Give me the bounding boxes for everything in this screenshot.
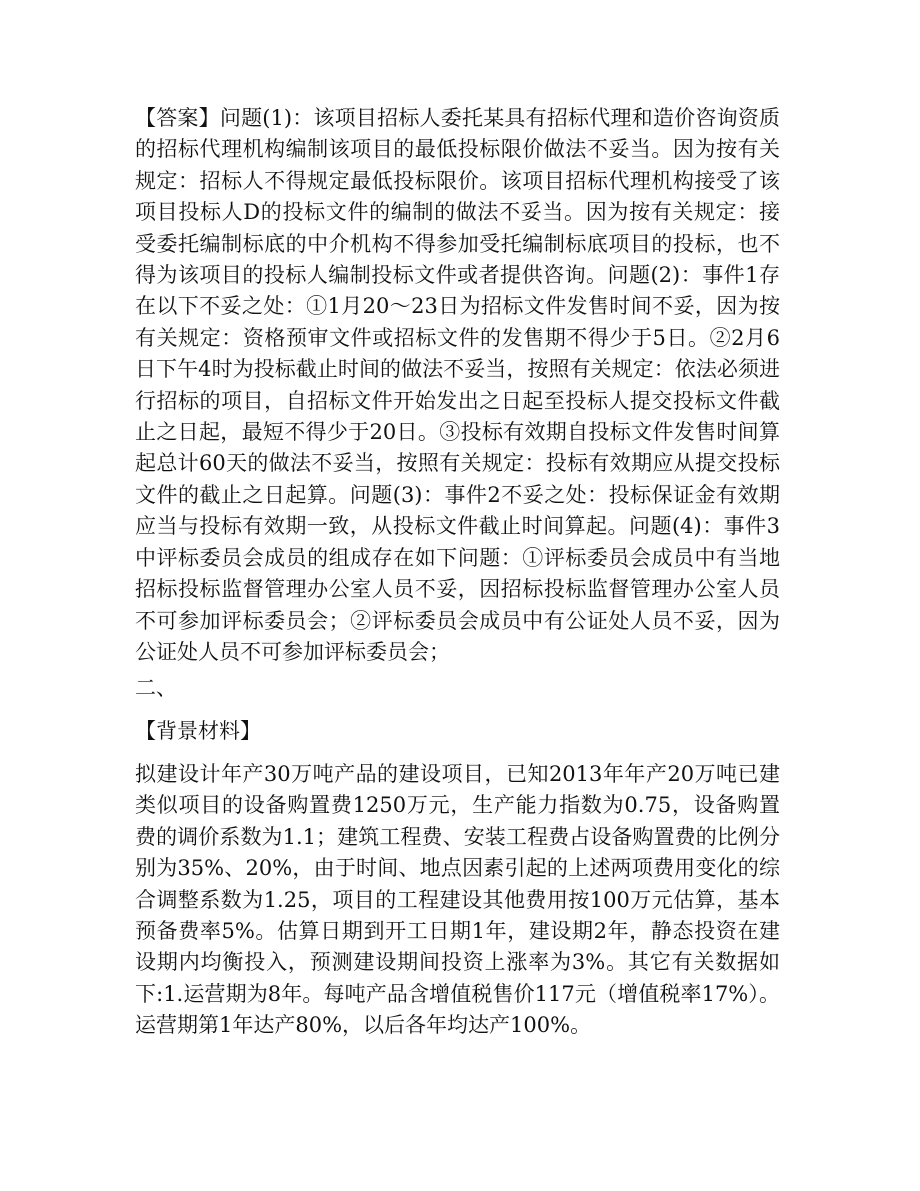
background-material-paragraph: 拟建设计年产30万吨产品的建设项目，已知2013年年产20万吨已建类似项目的设备购置费1250万元，生产能力指数为0.75，设备购置费的调价系数为1.1；建筑工程费、安装工程费占设备购置费的比例分别为35%、20%，由于时间、地点因素引起的上述两项费用变化的综合调整系数为1.25，项目的工程建设其他费用按100万元估算，基本预备费率5%。估算日期到开工日期1年，建设期2年，静态投资在建设期内均衡投入，预测建设期间投资上涨率为3%。其它有关数据如下:1.运营期为8年。每吨产品含增值税售价117元（增值税率17%）。运营期第1年达产80%，以后各年均达产100%。 [135,762,780,1038]
section-number-heading: 二、 [135,676,177,700]
answer-paragraph: 【答案】问题(1)：该项目招标人委托某具有招标代理和造价咨询资质的招标代理机构编制该项目的最低投标限价做法不妥当。因为按有关规定：招标人不得规定最低投标限价。该项目招标代理机构接受了该项目投标人D的投标文件的编制的做法不妥当。因为按有关规定：接受委托编制标底的中介机构不得参加受托编制标底项目的投标，也不得为该项目的投标人编制投标文件或者提供咨询。问题(2)：事件1存在以下不妥之处：①1月20～23日为招标文件发售时间不妥，因为按有关规定：资格预审文件或招标文件的发售期不得少于5日。②2月6日下午4时为投标截止时间的做法不妥当，按照有关规定：依法必须进行招标的项目，自招标文件开始发出之日起至投标人提交投标文件截止之日起，最短不得少于20日。③投标有效期自投标文件发售时间算起总计60天的做法不妥当，按照有关规定：投标有效期应从提交投标文件的截止之日起算。问题(3)：事件2不妥之处：投标保证金有效期应当与投标有效期一致，从投标文件截止时间算起。问题(4)：事件3中评标委员会成员的组成存在如下问题：①评标委员会成员中有当地招标投标监督管理办公室人员不妥，因招标投标监督管理办公室人员不可参加评标委员会；②评标委员会成员中有公证处人员不妥，因为公证处人员不可参加评标委员会； [135,106,780,664]
background-material-heading: 【背景材料】 [135,719,261,743]
